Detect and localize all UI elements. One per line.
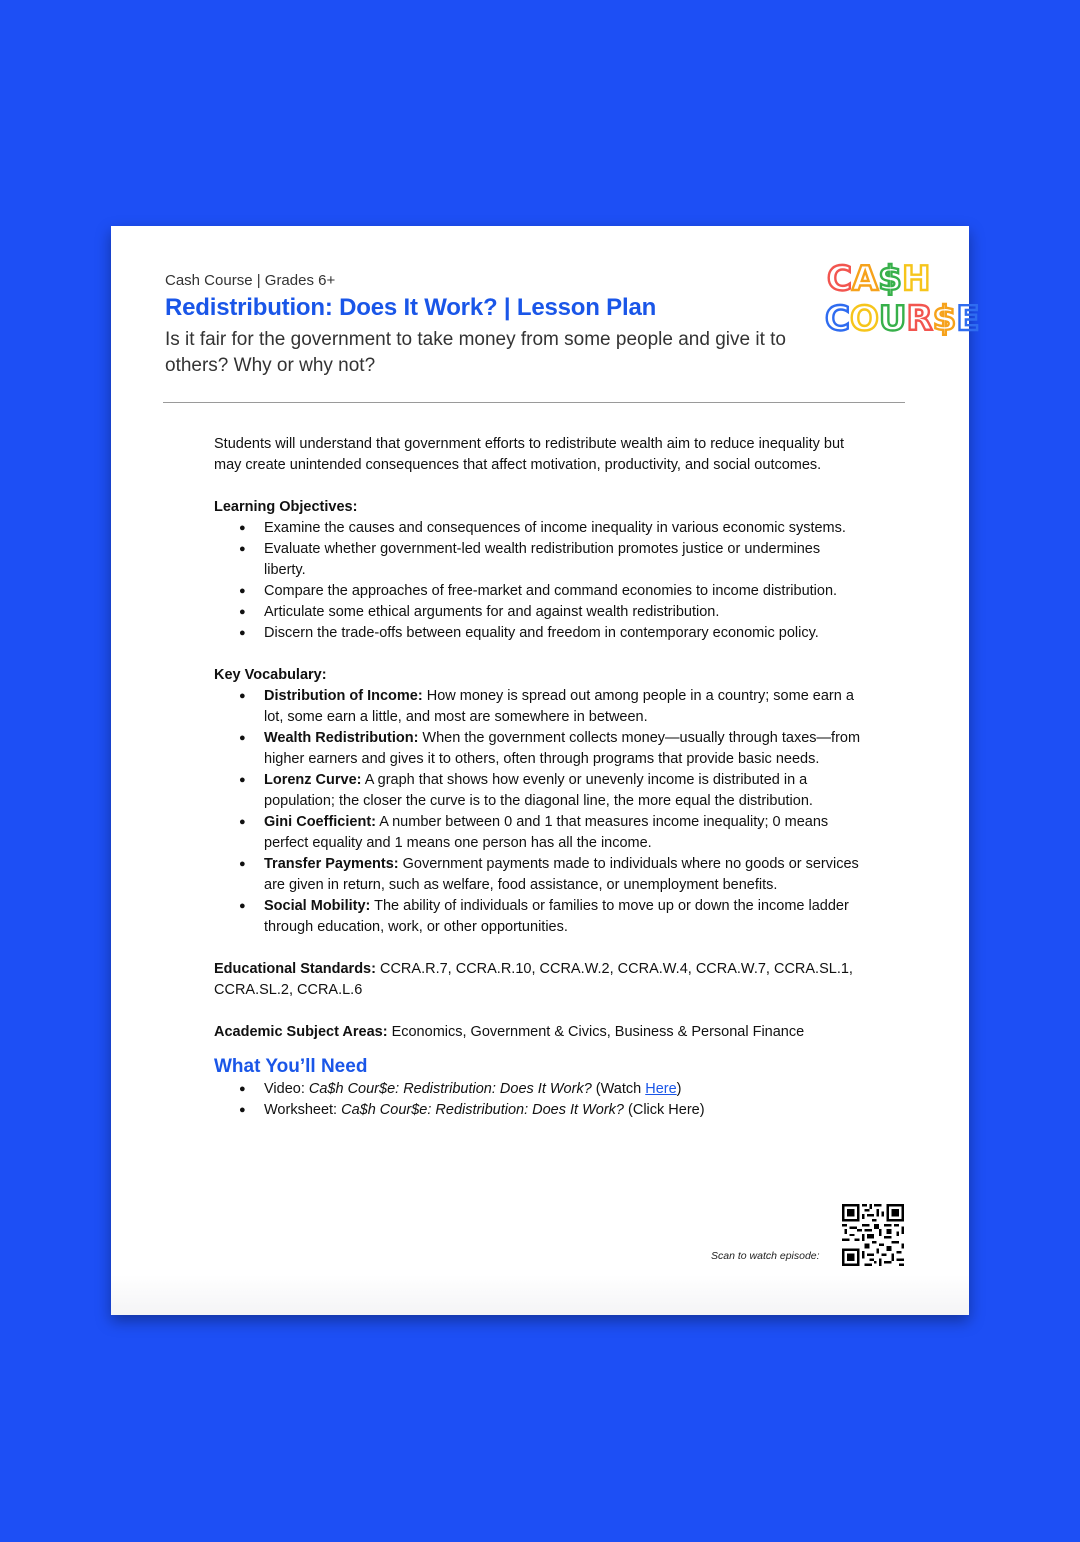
vocab-item xyxy=(214,896,864,938)
vocab-definition: A number between 0 and 1 that measures income inequality; 0 means perfect equality and 1 means one person has all the income. xyxy=(264,814,829,851)
material-prefix: Worksheet: xyxy=(264,1102,342,1118)
subject-areas xyxy=(214,1022,864,1043)
objectives-heading: Learning Objectives: xyxy=(214,499,358,515)
vocab-item xyxy=(214,728,864,770)
material-mid: (Watch xyxy=(591,1081,646,1097)
essential-question: Is it fair for the government to take money from some people and give it to others? Why or why not? xyxy=(165,329,786,376)
page-bottom-shade xyxy=(111,1275,969,1315)
vocab-term: Wealth Redistribution: xyxy=(264,730,419,746)
vocab-item xyxy=(214,854,864,896)
vocab-item xyxy=(214,686,864,728)
page-title: Redistribution: Does It Work? | Lesson Plan xyxy=(165,294,657,321)
vocab-term: Social Mobility: xyxy=(264,898,371,914)
cash-course-logo xyxy=(823,254,980,339)
subjects-label: Academic Subject Areas: xyxy=(214,1024,388,1040)
logo-letter: C xyxy=(825,299,850,339)
worksheet-click-here[interactable]: (Click Here) xyxy=(624,1102,705,1118)
logo-letter: $ xyxy=(932,299,957,339)
svg-text:COUR$E xyxy=(825,299,980,339)
lesson-plan-page xyxy=(111,226,980,1315)
objectives-list xyxy=(214,518,864,644)
video-item xyxy=(214,1079,864,1100)
vocabulary-list xyxy=(214,686,864,938)
logo-letter: R xyxy=(906,299,933,339)
worksheet-item xyxy=(214,1100,864,1121)
vocab-term: Distribution of Income: xyxy=(264,688,423,704)
logo-letter: $ xyxy=(878,259,902,299)
vocab-item xyxy=(214,812,864,854)
vocab-definition: A graph that shows how evenly or unevenly income is distributed in a population; the closer the curve is to the diagonal line, the more equal the distribution. xyxy=(264,772,813,809)
vocab-term: Lorenz Curve: xyxy=(264,772,362,788)
list-item: ● Examine the causes and consequences of income inequality in various economic systems. xyxy=(214,518,864,539)
logo-letter: O xyxy=(849,299,879,339)
vocab-definition: How money is spread out among people in a country; some earn a lot, some earn a little, and most are somewhere in between. xyxy=(264,688,854,725)
qr-code[interactable] xyxy=(842,1204,904,1266)
vocab-definition: The ability of individuals or families to move up or down the income ladder through education, work, or other opportunities. xyxy=(264,898,849,935)
series-label: Cash Course | Grades 6+ xyxy=(165,272,336,289)
header-divider xyxy=(163,402,905,403)
watch-here-link[interactable]: Here xyxy=(645,1081,677,1097)
logo-letter: H xyxy=(901,259,931,299)
logo-letter: C xyxy=(827,259,852,299)
scan-label: Scan to watch episode: xyxy=(711,1250,820,1262)
logo-letter: U xyxy=(878,299,907,339)
vocab-term: Gini Coefficient: xyxy=(264,814,376,830)
list-item: ● Articulate some ethical arguments for and against wealth redistribution. xyxy=(214,602,864,623)
vocabulary-heading: Key Vocabulary: xyxy=(214,667,327,683)
svg-text:CA$H xyxy=(827,259,930,299)
standards-label: Educational Standards: xyxy=(214,961,376,977)
list-item: ● Discern the trade-offs between equality and freedom in contemporary economic policy. xyxy=(214,623,864,644)
what-youll-need-heading: What You’ll Need xyxy=(214,1056,368,1077)
logo-letter: A xyxy=(851,259,879,299)
list-item: ● Evaluate whether government-led wealth redistribution promotes justice or undermines liberty. xyxy=(214,539,864,581)
logo-letter: E xyxy=(956,299,980,339)
vocab-term: Transfer Payments: xyxy=(264,856,399,872)
materials-list xyxy=(214,1079,864,1121)
intro-paragraph: Students will understand that government efforts to redistribute wealth aim to reduce inequality but may create unintended consequences that affect motivation, productivity, and social outcomes. xyxy=(214,436,845,473)
video-title: Ca$h Cour$e: Redistribution: Does It Work? xyxy=(308,1081,592,1097)
material-suffix: ) xyxy=(676,1081,682,1097)
vocab-definition: When the government collects money—usually through taxes—from higher earners and gives it to others, often through programs that provide basic needs. xyxy=(264,730,861,767)
worksheet-title: Ca$h Cour$e: Redistribution: Does It Work? xyxy=(341,1102,624,1118)
vocab-definition: Government payments made to individuals where no goods or services are given in return, such as welfare, food assistance, or unemployment benefits. xyxy=(264,856,859,893)
lesson-body xyxy=(214,434,864,1121)
educational-standards xyxy=(214,959,864,1001)
material-prefix: Video: xyxy=(264,1081,309,1097)
subjects-value: Economics, Government & Civics, Business & Personal Finance xyxy=(387,1024,805,1040)
vocab-item xyxy=(214,770,864,812)
standards-value: CCRA.R.7, CCRA.R.10, CCRA.W.2, CCRA.W.4, CCRA.W.7, CCRA.SL.1, CCRA.SL.2, CCRA.L.6 xyxy=(214,961,853,998)
list-item: ● Compare the approaches of free-market and command economies to income distribution. xyxy=(214,581,864,602)
